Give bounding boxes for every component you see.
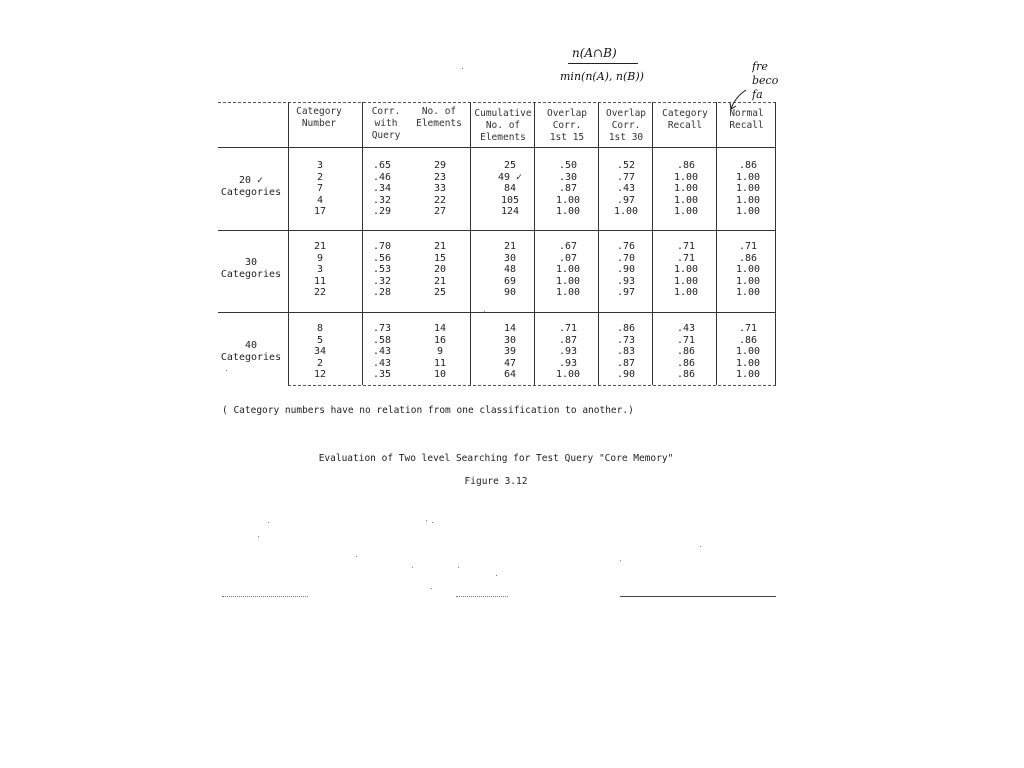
header-no-of-elements: No. of Elements (416, 106, 462, 129)
table-cell: 2 (316, 171, 324, 183)
table-cell: 21 (433, 241, 447, 252)
table-cell: 69 (503, 275, 517, 287)
header-corr-with-query: Corr. with Query (371, 106, 401, 141)
col-category-number (300, 323, 340, 381)
table-cell: 1.00 (735, 346, 761, 357)
table-cell: .71 (676, 334, 696, 346)
table-cell: 11 (433, 357, 447, 369)
table-cell: .77 (616, 171, 636, 183)
table-cell: 1.00 (555, 369, 581, 380)
table-cell: .46 (372, 171, 392, 183)
table-cell: 25 (433, 287, 447, 298)
table-cell: 1.00 (555, 194, 581, 206)
table-cell: 7 (316, 183, 324, 194)
table-cell: 39 (503, 346, 517, 357)
col-overlap-15 (546, 241, 590, 299)
column-rule (362, 102, 363, 385)
table-cell: 29 (433, 160, 447, 171)
table-cell: 1.00 (555, 275, 581, 287)
table-cell: .28 (372, 287, 392, 298)
group-rule (218, 312, 776, 313)
col-category-recall (664, 241, 708, 299)
group-label-count: 20 ✓ (238, 175, 264, 186)
table-cell: .32 (372, 275, 392, 287)
table-cell: .07 (558, 252, 578, 264)
table-bottom-rule (288, 385, 776, 386)
table-cell: .70 (372, 241, 392, 252)
table-cell: .90 (616, 264, 636, 275)
col-category-recall (664, 160, 708, 218)
margin-note-line: fa (752, 88, 763, 101)
header-category-recall: Category Recall (662, 108, 708, 131)
table-cell: .30 (558, 171, 578, 183)
column-rule (534, 102, 535, 385)
table-cell: 1.00 (673, 275, 699, 287)
col-no-of-elements (422, 160, 458, 218)
table-cell: 4 (316, 194, 324, 206)
group-label-count: 30 (244, 257, 258, 268)
table-top-rule (218, 102, 776, 103)
table-cell: 22 (313, 287, 327, 298)
header-normal-recall: Normal Recall (729, 108, 764, 131)
table-cell: 1.00 (735, 369, 761, 380)
table-cell: 1.00 (673, 194, 699, 206)
table-cell: 124 (500, 206, 520, 217)
column-rule (652, 102, 653, 385)
table-cell: 84 (503, 183, 517, 194)
table-cell: 48 (503, 264, 517, 275)
table-cell: 25 (503, 160, 517, 171)
table-cell: .97 (616, 194, 636, 206)
table-cell: 105 (500, 194, 520, 206)
col-corr-with-query (364, 241, 400, 299)
table-cell: 1.00 (673, 171, 699, 183)
figure-caption-number: Figure 3.12 (464, 476, 528, 487)
table-cell: 1.00 (555, 264, 581, 275)
table-cell: .90 (616, 369, 636, 380)
table-cell: 21 (503, 241, 517, 252)
group-label-40 (218, 340, 284, 364)
table-cell: 17 (313, 206, 327, 217)
table-cell: .87 (558, 183, 578, 194)
col-category-number (300, 241, 340, 299)
handwritten-formula-rule (568, 63, 638, 64)
table-cell: .86 (738, 334, 758, 346)
table-cell: .70 (616, 252, 636, 264)
table-cell: 21 (433, 275, 447, 287)
table-cell: 1.00 (735, 171, 761, 183)
table-cell: 1.00 (735, 264, 761, 275)
table-cell: .86 (676, 357, 696, 369)
table-cell: 10 (433, 369, 447, 380)
margin-note-line: beco (752, 74, 779, 87)
table-cell: 1.00 (735, 194, 761, 206)
table-cell: 15 (433, 252, 447, 264)
table-cell: 21 (313, 241, 327, 252)
table-cell: 16 (433, 334, 447, 346)
column-rule (775, 102, 776, 385)
header-category-number: Category Number (296, 106, 342, 129)
table-cell: 22 (433, 194, 447, 206)
table-cell: .73 (372, 323, 392, 334)
col-corr-with-query (364, 160, 400, 218)
col-overlap-15 (546, 323, 590, 381)
table-cell: 1.00 (735, 183, 761, 194)
column-rule (470, 102, 471, 385)
col-cumulative (490, 323, 530, 381)
table-cell: .71 (738, 323, 758, 334)
table-cell: .71 (676, 252, 696, 264)
table-cell: .87 (616, 357, 636, 369)
handwritten-formula-numerator: n(A∩B) (572, 46, 617, 60)
table-cell: 34 (313, 346, 327, 357)
column-rule (288, 102, 289, 385)
table-cell: 12 (313, 369, 327, 380)
table-cell: 14 (503, 323, 517, 334)
table-cell: .71 (676, 241, 696, 252)
table-cell: .71 (558, 323, 578, 334)
table-cell: 3 (316, 160, 324, 171)
table-cell: .86 (738, 160, 758, 171)
table-cell: .34 (372, 183, 392, 194)
figure-caption-title: Evaluation of Two level Searching for Test Query "Core Memory" (318, 453, 674, 464)
table-cell: .86 (616, 323, 636, 334)
group-label-text: Categories (220, 187, 282, 198)
table-cell: .32 (372, 194, 392, 206)
col-normal-recall (726, 241, 770, 299)
table-cell: .83 (616, 346, 636, 357)
table-cell: 90 (503, 287, 517, 298)
col-category-number (300, 160, 340, 218)
table-cell: .71 (738, 241, 758, 252)
table-cell: .58 (372, 334, 392, 346)
table-cell: .86 (738, 252, 758, 264)
scan-rule (620, 596, 776, 597)
table-cell: .86 (676, 369, 696, 380)
table-cell: 1.00 (735, 275, 761, 287)
group-label-30 (218, 257, 284, 281)
table-cell: .43 (372, 346, 392, 357)
table-cell: 1.00 (613, 206, 639, 217)
table-cell: 27 (433, 206, 447, 217)
table-cell: 20 (433, 264, 447, 275)
table-cell: 9 (316, 252, 324, 264)
table-cell: .76 (616, 241, 636, 252)
col-no-of-elements (422, 241, 458, 299)
table-cell: 8 (316, 323, 324, 334)
table-cell: 30 (503, 252, 517, 264)
col-cumulative (490, 241, 530, 299)
table-cell: .93 (616, 275, 636, 287)
table-cell: .67 (558, 241, 578, 252)
table-cell: .35 (372, 369, 392, 380)
table-cell: 33 (433, 183, 447, 194)
table-cell: .29 (372, 206, 392, 217)
col-overlap-30 (604, 160, 648, 218)
col-overlap-30 (604, 323, 648, 381)
table-footnote: ( Category numbers have no relation from one classification to another.) (222, 405, 634, 416)
header-overlap-30: Overlap Corr. 1st 30 (605, 108, 647, 143)
table-cell: 1.00 (673, 183, 699, 194)
table-cell: 30 (503, 334, 517, 346)
table-cell: .73 (616, 334, 636, 346)
table-cell: .52 (616, 160, 636, 171)
header-cumulative: Cumulative No. of Elements (474, 108, 532, 143)
table-cell: 1.00 (555, 287, 581, 298)
column-rule (716, 102, 717, 385)
table-cell: .50 (558, 160, 578, 171)
table-cell: 1.00 (735, 287, 761, 298)
table-cell: 64 (503, 369, 517, 380)
group-label-20 (218, 175, 284, 199)
table-cell: .86 (676, 160, 696, 171)
group-label-text: Categories (220, 352, 282, 363)
col-category-recall (664, 323, 708, 381)
table-cell: 49 ✓ (497, 171, 523, 183)
table-cell: 1.00 (673, 206, 699, 217)
column-rule (598, 102, 599, 385)
table-cell: .93 (558, 357, 578, 369)
table-cell: .86 (676, 346, 696, 357)
handwritten-formula-denominator: min(n(A), n(B)) (560, 70, 644, 83)
col-overlap-30 (604, 241, 648, 299)
table-cell: 5 (316, 334, 324, 346)
table-cell: 1.00 (555, 206, 581, 217)
table-cell: .87 (558, 334, 578, 346)
col-normal-recall (726, 323, 770, 381)
table-cell: .56 (372, 252, 392, 264)
group-label-text: Categories (220, 269, 282, 280)
table-cell: 1.00 (735, 357, 761, 369)
margin-note-line: fre (752, 60, 768, 73)
header-overlap-15: Overlap Corr. 1st 15 (546, 108, 588, 143)
table-cell: .93 (558, 346, 578, 357)
col-corr-with-query (364, 323, 400, 381)
table-cell: .43 (676, 323, 696, 334)
table-cell: 9 (436, 346, 444, 357)
table-cell: .43 (616, 183, 636, 194)
col-cumulative (490, 160, 530, 218)
table-cell: 1.00 (673, 287, 699, 298)
table-cell: 1.00 (673, 264, 699, 275)
table-cell: .43 (372, 357, 392, 369)
table-cell: 14 (433, 323, 447, 334)
scan-rule (222, 596, 308, 597)
table-cell: 2 (316, 357, 324, 369)
table-cell: 11 (313, 275, 327, 287)
table-cell: 1.00 (735, 206, 761, 217)
evaluation-table (218, 102, 776, 385)
handwritten-margin-note (752, 60, 782, 106)
group-label-count: 40 (244, 340, 258, 351)
table-cell: .65 (372, 160, 392, 171)
table-cell: 3 (316, 264, 324, 275)
group-rule (218, 230, 776, 231)
table-cell: 23 (433, 171, 447, 183)
scan-rule (456, 596, 508, 597)
table-cell: 47 (503, 357, 517, 369)
col-no-of-elements (422, 323, 458, 381)
table-cell: .53 (372, 264, 392, 275)
table-cell: .97 (616, 287, 636, 298)
col-overlap-15 (546, 160, 590, 218)
header-rule (218, 147, 776, 148)
col-normal-recall (726, 160, 770, 218)
